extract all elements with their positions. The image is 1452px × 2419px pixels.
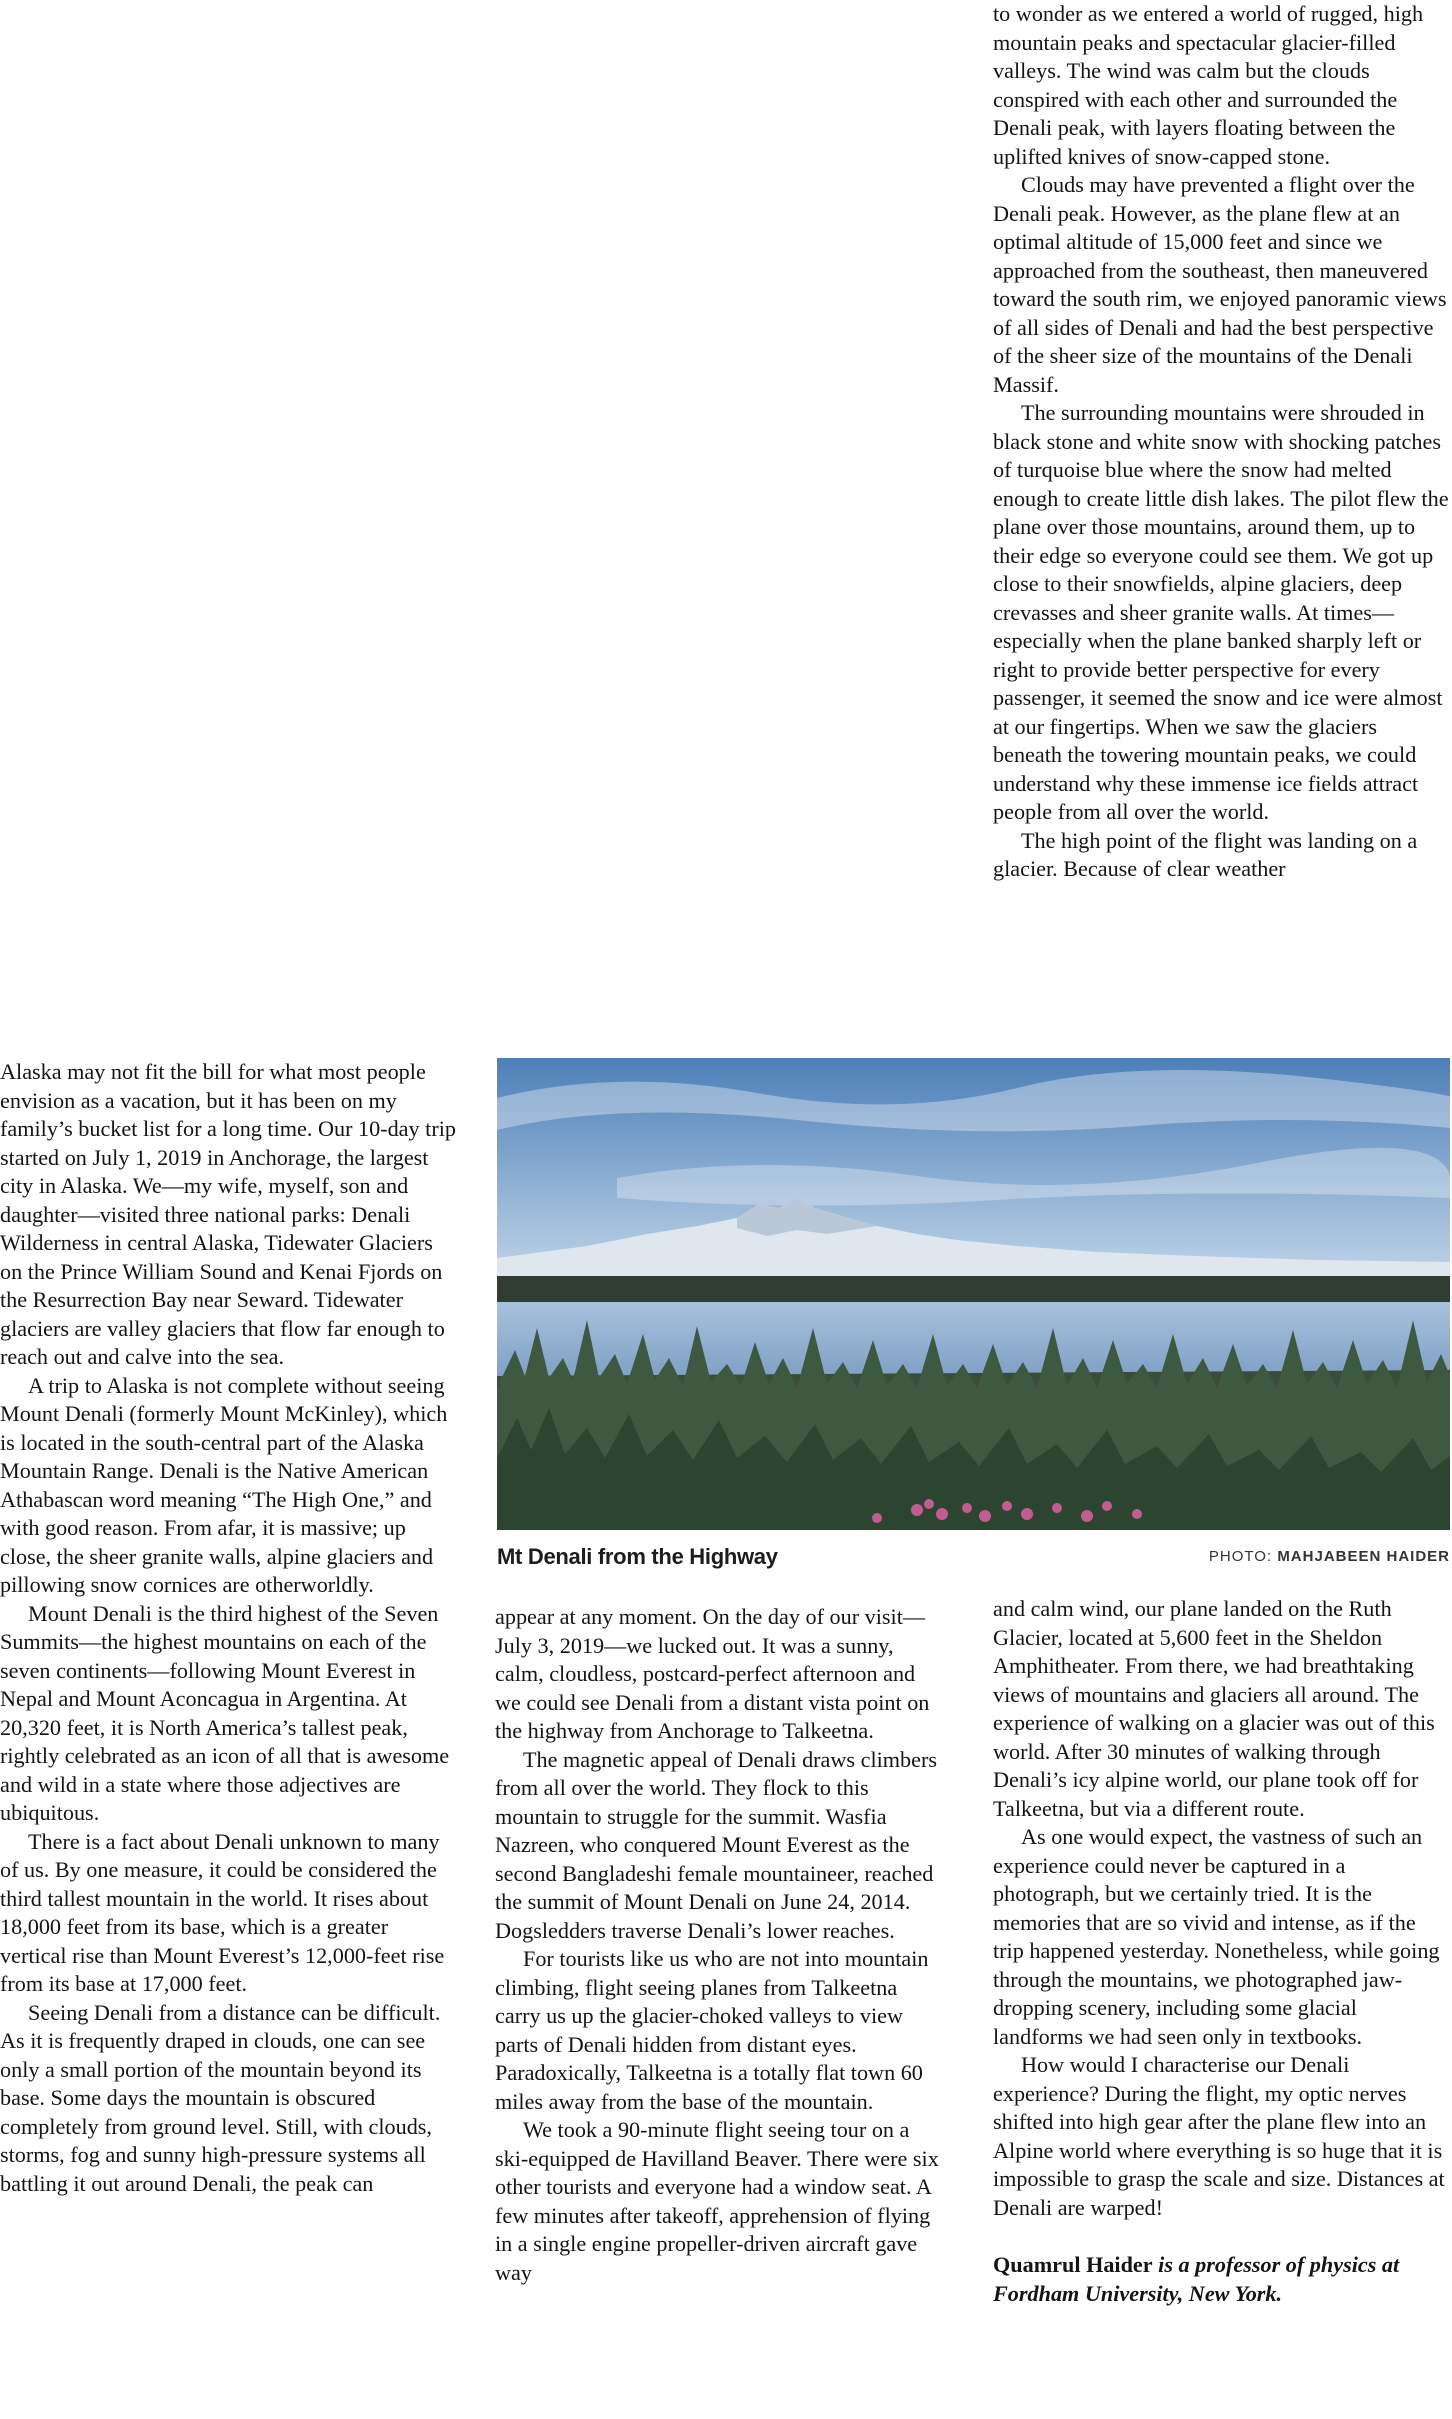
paragraph: and calm wind, our plane landed on the Ruth Glacier, located at 5,600 feet in the Sheldon Amphitheater. From there, we had breathtaking views of mountains and glaciers all around. The experience of walking on a glacier was out of this world. After 30 minutes of walking through Denali’s icy alpine world, our plane took off for Talkeetna, but via a different route. xyxy=(993,1596,1435,1821)
paragraph: Mount Denali is the third highest of the Seven Summits—the highest mountains on each of the seven continents—following Mount Everest in Nepal and Mount Aconcagua in Argentina. At 20,320 feet, it is North America’s tallest peak, rightly celebrated as an icon of all that is awesome and wild in a state where those adjectives are ubiquitous. xyxy=(0,1600,450,1825)
paragraph: appear at any moment. On the day of our visit—July 3, 2019—we lucked out. It was a sunny, calm, cloudless, postcard-perfect afternoon and we could see Denali from a distant vista point on the highway from Anchorage to Talkeetna. xyxy=(495,1604,930,1743)
caption-title: Mt Denali from the Highway xyxy=(497,1544,778,1569)
author-bio xyxy=(993,2251,1451,2308)
credit-label: PHOTO: xyxy=(1208,1548,1278,1565)
far-treeline xyxy=(497,1276,1450,1302)
photo-credit xyxy=(1209,1548,1450,1565)
paragraph: Alaska may not fit the bill for what most people envision as a vacation, but it has been on my family’s bucket list for a long time. Our 10-day trip started on July 1, 2019 in Anchorage, the largest city in Alaska. We—my wife, myself, son and daughter—visited three national parks: Denali Wilderness in central Alaska, Tidewater Glaciers on the Prince William Sound and Kenai Fjords on the Resurrection Bay near Seward. Tidewater glaciers are valley glaciers that flow far enough to reach out and calve into the sea. xyxy=(0,1059,456,1369)
paragraph: For tourists like us who are not into mountain climbing, flight seeing planes from Talkeetna carry us up the glacier-choked valleys to view parts of Denali hidden from distant eyes. Paradoxically, Talkeetna is a totally flat town 60 miles away from the base of the mountain. xyxy=(495,1946,929,2114)
paragraph: There is a fact about Denali unknown to many of us. By one measure, it could be considered the third tallest mountain in the world. It rises about 18,000 feet from its base, which is a greater vertical rise than Mount Everest’s 12,000-feet rise from its base at 17,000 feet. xyxy=(0,1828,445,1996)
article-column-1 xyxy=(0,1058,458,2198)
photo-caption xyxy=(497,1544,1450,1572)
paragraph: We took a 90-minute flight seeing tour on a ski-equipped de Havilland Beaver. There were six other tourists and everyone had a window seat. A few minutes after takeoff, apprehension of flying in a single engine propeller-driven aircraft gave way xyxy=(495,2117,939,2285)
article-column-4 xyxy=(993,1595,1451,2308)
photo-mt-denali xyxy=(497,1058,1450,1530)
credit-name: MAHJABEEN HAIDER xyxy=(1277,1548,1450,1565)
paragraph: The magnetic appeal of Denali draws climbers from all over the world. They flock to this mountain to struggle for the summit. Wasfia Nazreen, who conquered Mount Everest as the second Bangladeshi female mountaineer, reached the summit of Mount Denali on June 24, 2014. Dogsledders traverse Denali’s lower reaches. xyxy=(495,1746,938,1943)
paragraph: How would I characterise our Denali experience? During the flight, my optic nerves shifted into high gear after the plane flew into an Alpine world where everything is so huge that it is impossible to grasp the scale and size. Distances at Denali are warped! xyxy=(993,2052,1445,2220)
author-name: Quamrul Haider xyxy=(993,2252,1153,2277)
paragraph: The high point of the flight was landing on a glacier. Because of clear weather xyxy=(993,827,1418,881)
paragraph: The surrounding mountains were shrouded in black stone and white snow with shocking patches of turquoise blue where the snow had melted enough to create little dish lakes. The pilot flew the plane over those mountains, around them, up to their edge so everyone could see them. We got up close to their snowfields, alpine glaciers, deep crevasses and sheer granite walls. At times—especially when the plane banked sharply left or right to provide better perspective for every passenger, it seemed the snow and ice were almost at our fingertips. When we saw the glaciers beneath the towering mountain peaks, we could understand why these immense ice fields attract people from all over the world. xyxy=(993,400,1449,824)
paragraph: Clouds may have prevented a flight over the Denali peak. However, as the plane flew at an optimal altitude of 15,000 feet and since we approached from the southeast, then maneuvered toward the south rim, we enjoyed panoramic views of all sides of Denali and had the best perspective of the sheer size of the mountains of the Denali Massif. xyxy=(993,172,1447,397)
landscape-illustration xyxy=(497,1058,1450,1530)
paragraph: to wonder as we entered a world of rugged, high mountain peaks and spectacular glacier-filled valleys. The wind was calm but the clouds conspired with each other and surrounded the Denali peak, with layers floating between the uplifted knives of snow-capped stone. xyxy=(993,1,1424,169)
paragraph: Seeing Denali from a distance can be difficult. As it is frequently draped in clouds, one can see only a small portion of the mountain beyond its base. Some days the mountain is obscured completely from ground level. Still, with clouds, storms, fog and sunny high-pressure systems all battling it out around Denali, the peak can xyxy=(0,1999,441,2196)
article-column-2 xyxy=(495,1603,945,2287)
paragraph: As one would expect, the vastness of such an experience could never be captured in a photograph, but we certainly tried. It is the memories that are so vivid and intense, as if the trip happened yesterday. Nonetheless, while going through the mountains, we photographed jaw-dropping scenery, including some glacial landforms we had seen only in textbooks. xyxy=(993,1824,1440,2049)
article-column-3 xyxy=(993,0,1451,884)
author-description: is a professor of physics at Fordham University, New York. xyxy=(993,2252,1400,2306)
paragraph: A trip to Alaska is not complete without seeing Mount Denali (formerly Mount McKinley), which is located in the south-central part of the Alaska Mountain Range. Denali is the Native American Athabascan word meaning “The High One,” and with good reason. From afar, it is massive; up close, the sheer granite walls, alpine glaciers and pillowing snow cornices are otherworldly. xyxy=(0,1372,448,1597)
